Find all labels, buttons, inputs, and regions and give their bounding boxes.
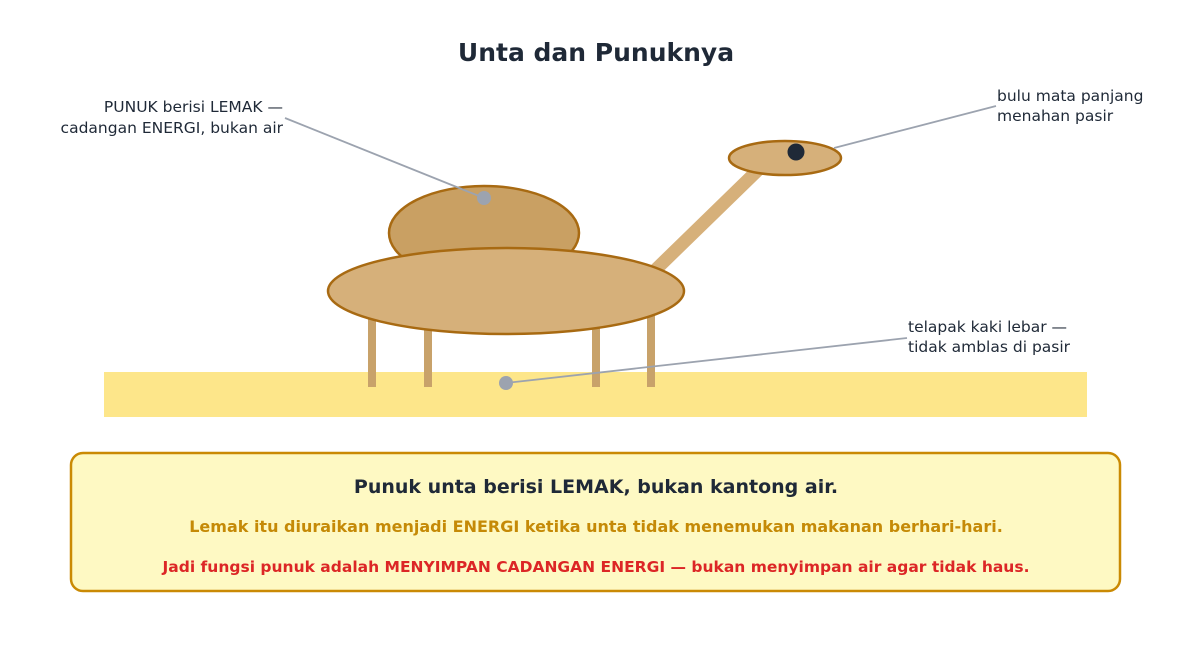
- hump-leader-line: [285, 118, 484, 198]
- feet-callout-line-1: telapak kaki lebar —: [908, 318, 1068, 336]
- hump-marker-dot: [477, 191, 491, 205]
- camel-head: [729, 141, 841, 175]
- eye-callout-line-1: bulu mata panjang: [997, 87, 1144, 105]
- camel-body: [328, 248, 684, 334]
- feet-callout-line-2: tidak amblas di pasir: [908, 338, 1071, 356]
- info-box-heading: Punuk unta berisi LEMAK, bukan kantong air.: [353, 476, 839, 498]
- info-box-conclusion: Jadi fungsi punuk adalah MENYIMPAN CADANGAN ENERGI — bukan menyimpan air agar tidak haus.: [162, 558, 1030, 576]
- hump-callout-line-1: PUNUK berisi LEMAK —: [103, 98, 283, 116]
- eye-callout-line-2: menahan pasir: [997, 107, 1114, 125]
- camel-neck: [645, 173, 755, 280]
- info-box-explanation: Lemak itu diuraikan menjadi ENERGI ketika unta tidak menemukan makanan berhari-hari.: [189, 517, 1003, 536]
- camel-eye: [788, 144, 805, 161]
- diagram-title: Unta dan Punuknya: [457, 38, 735, 67]
- eye-leader-line: [834, 106, 996, 148]
- feet-marker-dot: [499, 376, 513, 390]
- hump-callout-line-2: cadangan ENERGI, bukan air: [60, 119, 283, 137]
